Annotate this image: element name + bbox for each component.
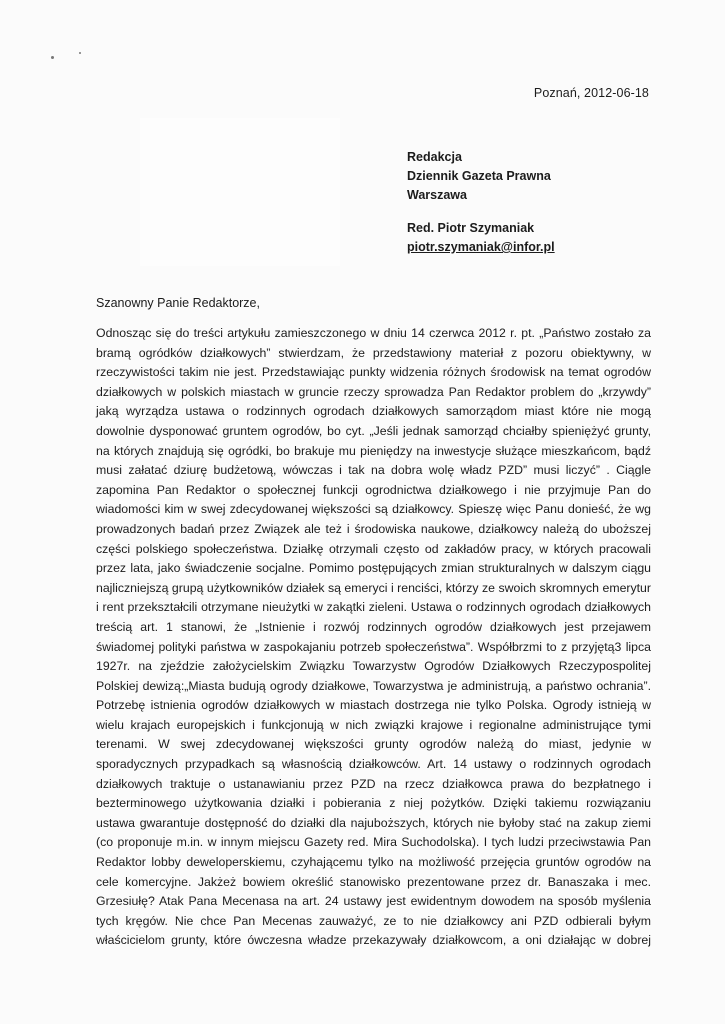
body-line: terenami. W swej zdecydowanej większości grunty ogrodów należą do miast, jedynie w [96, 737, 651, 752]
body-line: 1927r. na zjeździe założycielskim Związku Towarzystw Ogrodów Działkowych Rzeczypospolitej [96, 659, 651, 674]
address-gap [407, 205, 555, 219]
body-line: na których znajdują się ogródki, bo brakuje mu pieniędzy na inwestycje służące mieszkańcom, bądź [96, 443, 651, 458]
body-line: wielu krajach europejskich i funkcjonują w nich związki krajowe i regionalne administrujące tymi [96, 717, 651, 732]
recipient-email-link[interactable]: piotr.szymaniak@infor.pl [407, 240, 555, 254]
body-line: cele komercyjne. Jakżeż bowiem określić stanowisko prezentowane przez dr. Banaszaka i mec. [96, 874, 651, 889]
body-line: Grzesiułę? Atak Pana Mecenasa na art. 24 ustawy jest ewidentnym dowodem na sposób myślenia [96, 894, 651, 909]
body-line: jaką wyrządza ustawa o rodzinnych ogrodach działkowych samorządom miast które nie mogą [96, 404, 651, 419]
scan-speck [79, 52, 81, 54]
body-line: Odnosząc się do treści artykułu zamieszczonego w dniu 14 czerwca 2012 r. pt. „Państwo zostało za [96, 326, 651, 340]
body-line: działkowych traktuje o ustanawianiu przez PZD na rzecz działkowca prawa do bezpłatnego i [96, 776, 651, 791]
body-line: tych kręgów. Nie chce Pan Mecenas zauważyć, ze to nie działkowcy ani PZD odbierali byłym [96, 913, 651, 928]
letter-greeting: Szanowny Panie Redaktorze, [96, 296, 260, 310]
recipient-line: Red. Piotr Szymaniak [407, 221, 535, 235]
body-line: przez lata, jako świadczenie socjalne. Pomimo postępujących zmian strukturalnych w dalszym ciągu [96, 561, 651, 576]
body-line: (co proponuje m.in. w innym miejscu Gazety red. Mira Suchodolska). I tych ludzi przeciwstawia Pan [96, 835, 651, 850]
body-line: Redaktor lobby deweloperskiemu, czyhającemu tylko na możliwość przejęcia gruntów ogrodów na [96, 855, 651, 870]
recipient-address [407, 148, 555, 257]
body-line: treścią art. 1 stanowi, że „Istnienie i rozwój rodzinnych ogrodów działkowych jest przejawem [96, 619, 651, 634]
letter-body [96, 324, 651, 951]
body-line: działkowych w polskich miastach w gruncie rzeczy sprowadza Pan Redaktor problem do „krzywdy” [96, 384, 651, 399]
body-line: najliczniejszą grupą użytkowników działek są emeryci i renciści, którzy ze swoich skromnych emerytur [96, 580, 651, 595]
body-line: prowadzonych badań przez Związek ale też i środowiska naukowe, działkowcy należą do uboższej [96, 521, 651, 536]
body-line: ustawa gwarantuje dostępność do działki dla najuboższych, których nie byłoby stać na zakup ziemi [96, 815, 651, 830]
body-line: Polskiej dewizą:„Miasta budują ogrody działkowe, Towarzystwa je administrują, a państwo ochrania”. [96, 678, 651, 693]
recipient-line: Dziennik Gazeta Prawna [407, 169, 551, 183]
redacted-area [140, 118, 340, 266]
body-line: bramą ogródków działkowych” stwierdzam, że przedstawiony materiał z pozoru obiektywny, w [96, 345, 651, 360]
body-line: właścicielom grunty, które ówczesna władze przekazywały działkowcom, a oni działając w dobrej [96, 933, 651, 948]
scan-speck [51, 56, 54, 59]
body-line: rzeczywistości takim nie jest. Przedstawiając punkty widzenia różnych środowisk na temat ogrodów [96, 365, 651, 380]
body-line: i rent przekształcili otrzymane nieużytki w zakątki zieleni. Ustawa o rodzinnych ogrodach działkowych [96, 600, 651, 615]
body-line: Potrzebę istnienia ogrodów działkowych w miastach dostrzega nie tylko Polska. Ogrody istnieją w [96, 698, 651, 713]
body-line: świadomej polityki państwa w zaspokajaniu potrzeb społeczeństwa”. Współbrzmi to z przyjętą3 lipca [96, 639, 651, 654]
body-line: wiadomości kim w swej zdecydowanej większości są działkowcy. Spieszę więc Panu donieść, że wg [96, 502, 651, 517]
letter-date: Poznań, 2012-06-18 [533, 86, 649, 100]
body-line: dowolnie dysponować gruntem ogrodów, bo cyt. „Jeśli jednak samorząd chciałby spieniężyć grunty, [96, 423, 651, 438]
body-line: musi załatać dziurę budżetową, wówczas i tak na dobra wolę władz PZD” musi liczyć” . Ciągle [96, 463, 651, 478]
recipient-line: Redakcja [407, 150, 462, 164]
recipient-line: Warszawa [407, 188, 467, 202]
body-line: zapomina Pan Redaktor o społecznej funkcji ogrodnictwa działkowego i nie przyjmuje Pan do [96, 482, 651, 497]
body-line: sporadycznych przypadkach są własnością działkowców. Art. 14 ustawy o rodzinnych ogrodach [96, 757, 651, 772]
body-line: części polskiego społeczeństwa. Działkę otrzymali często od zakładów pracy, w których pracowali [96, 541, 651, 556]
body-line: bezterminowego użytkowania działki i pobierania z niej pożytków. Dzięki takiemu rozwiązaniu [96, 796, 651, 811]
